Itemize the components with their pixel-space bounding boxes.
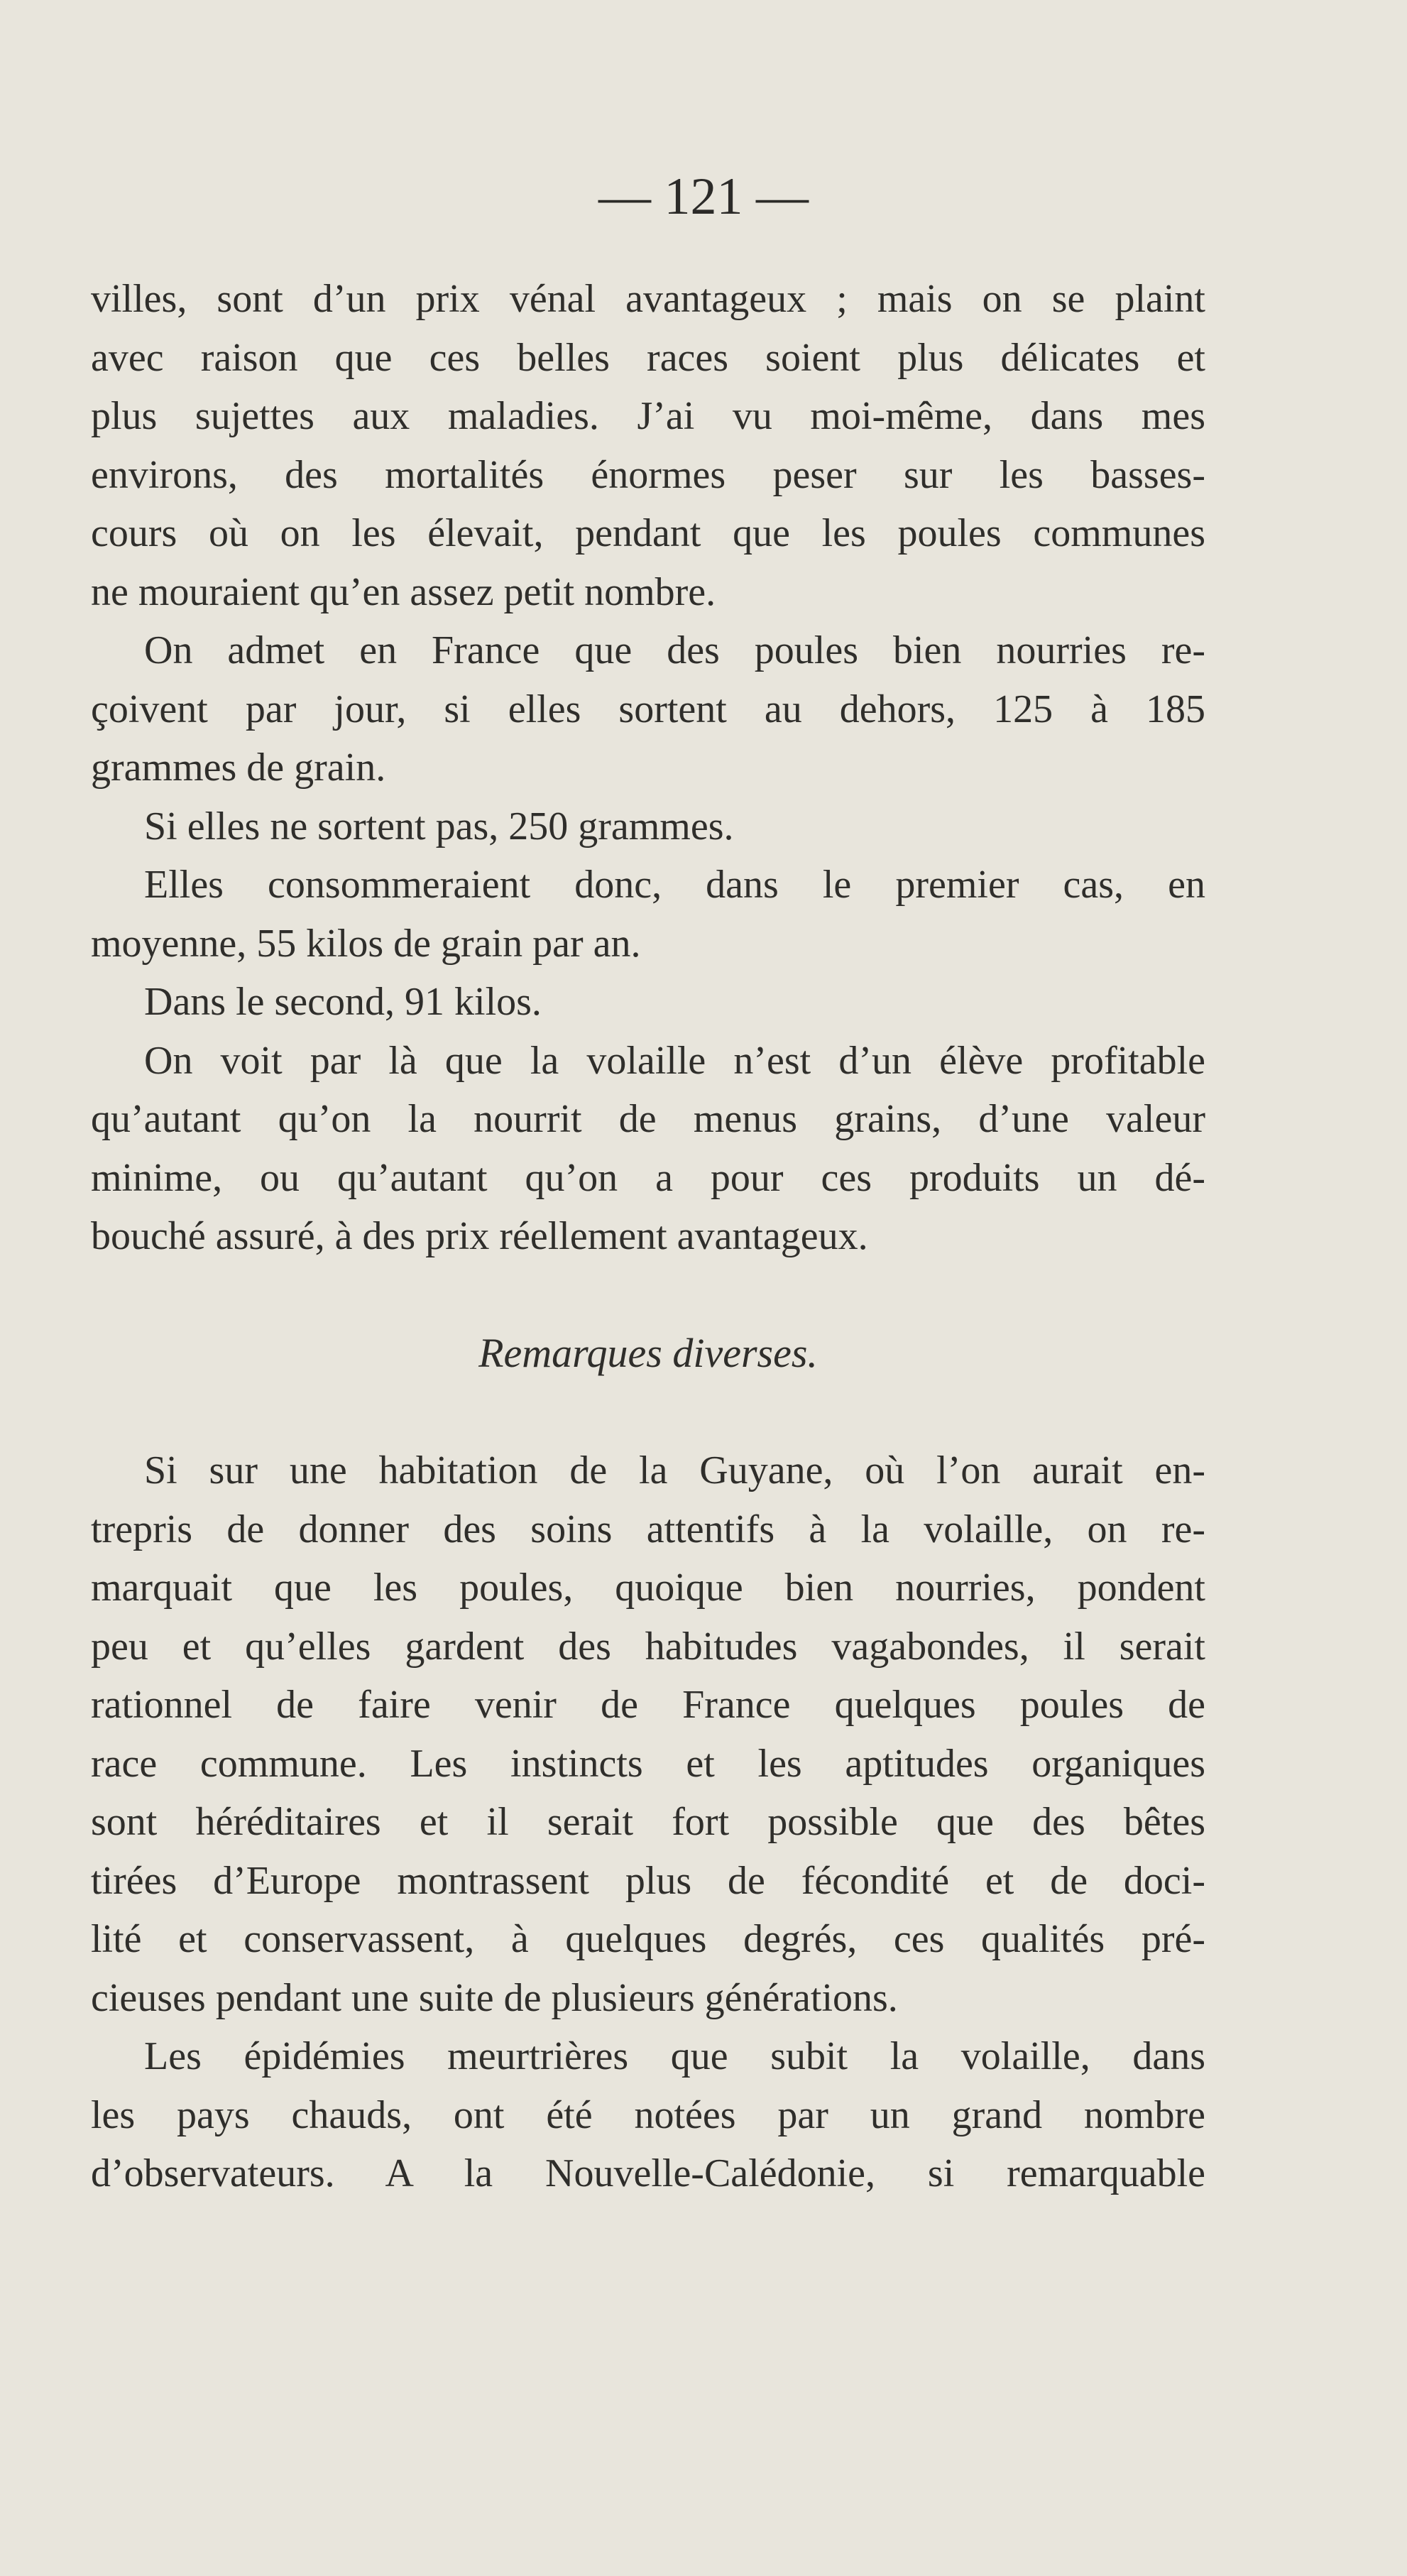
text-line: environs, des mortalités énormes peser sur les basses- (91, 452, 1205, 497)
text-line: trepris de donner des soins attentifs à la volaille, on re- (91, 1507, 1205, 1551)
text-line: plus sujettes aux maladies. J’ai vu moi-même, dans mes (91, 394, 1205, 438)
text-line: Les épidémies meurtrières que subit la volaille, dans (144, 2034, 1205, 2078)
text-line: ne mouraient qu’en assez petit nombre. (91, 569, 716, 614)
text-line: race commune. Les instincts et les aptitudes organiques (91, 1741, 1205, 1786)
paragraph (91, 856, 1205, 973)
page-number: — 121 — (598, 168, 809, 226)
text-line: lité et conservassent, à quelques degrés, ces qualités pré- (91, 1917, 1205, 1961)
text-line: tirées d’Europe montrassent plus de fécondité et de doci- (91, 1858, 1205, 1903)
body-text (91, 270, 1205, 2203)
text-line: qu’autant qu’on la nourrit de menus grains, d’une valeur (91, 1097, 1205, 1141)
text-line: grammes de grain. (91, 746, 386, 790)
paragraph (91, 1032, 1205, 1266)
text-line: marquait que les poules, quoique bien nourries, pondent (91, 1566, 1205, 1610)
text-line: rationnel de faire venir de France quelques poules de (91, 1683, 1205, 1727)
text-line: On admet en France que des poules bien nourries re- (144, 628, 1205, 672)
paragraph (91, 797, 1205, 856)
text-line: moyenne, 55 kilos de grain par an. (91, 921, 641, 966)
text-line: d’observateurs. A la Nouvelle-Calédonie, si remarquable (91, 2151, 1205, 2195)
text-line: çoivent par jour, si elles sortent au dehors, 125 à 185 (91, 687, 1205, 731)
paragraph (91, 2027, 1205, 2203)
text-line: peu et qu’elles gardent des habitudes vagabondes, il serait (91, 1624, 1205, 1669)
paragraph (91, 973, 1205, 1032)
text-line: Elles consommeraient donc, dans le premier cas, en (144, 863, 1205, 907)
paragraph (91, 1441, 1205, 2027)
text-line: minime, ou qu’autant qu’on a pour ces produits un dé- (91, 1155, 1205, 1200)
text-line: Dans le second, 91 kilos. (144, 980, 542, 1024)
text-line: sont héréditaires et il serait fort possible que des bêtes (91, 1800, 1205, 1844)
text-line: cieuses pendant une suite de plusieurs générations. (91, 1975, 898, 2020)
text-line: Si elles ne sortent pas, 250 grammes. (144, 804, 734, 848)
section-heading: Remarques diverses. (478, 1330, 818, 1376)
text-line: villes, sont d’un prix vénal avantageux ; mais on se plaint (91, 277, 1205, 321)
text-line: bouché assuré, à des prix réellement avantageux. (91, 1214, 868, 1258)
text-line: Si sur une habitation de la Guyane, où l’on aurait en- (144, 1448, 1205, 1492)
text-line: On voit par là que la volaille n’est d’un élève profitable (144, 1038, 1205, 1083)
text-line: avec raison que ces belles races soient plus délicates et (91, 335, 1205, 380)
paragraph (91, 621, 1205, 797)
text-line: les pays chauds, ont été notées par un grand nombre (91, 2092, 1205, 2137)
text-line: cours où on les élevait, pendant que les poules communes (91, 511, 1205, 555)
paragraph (91, 270, 1205, 621)
